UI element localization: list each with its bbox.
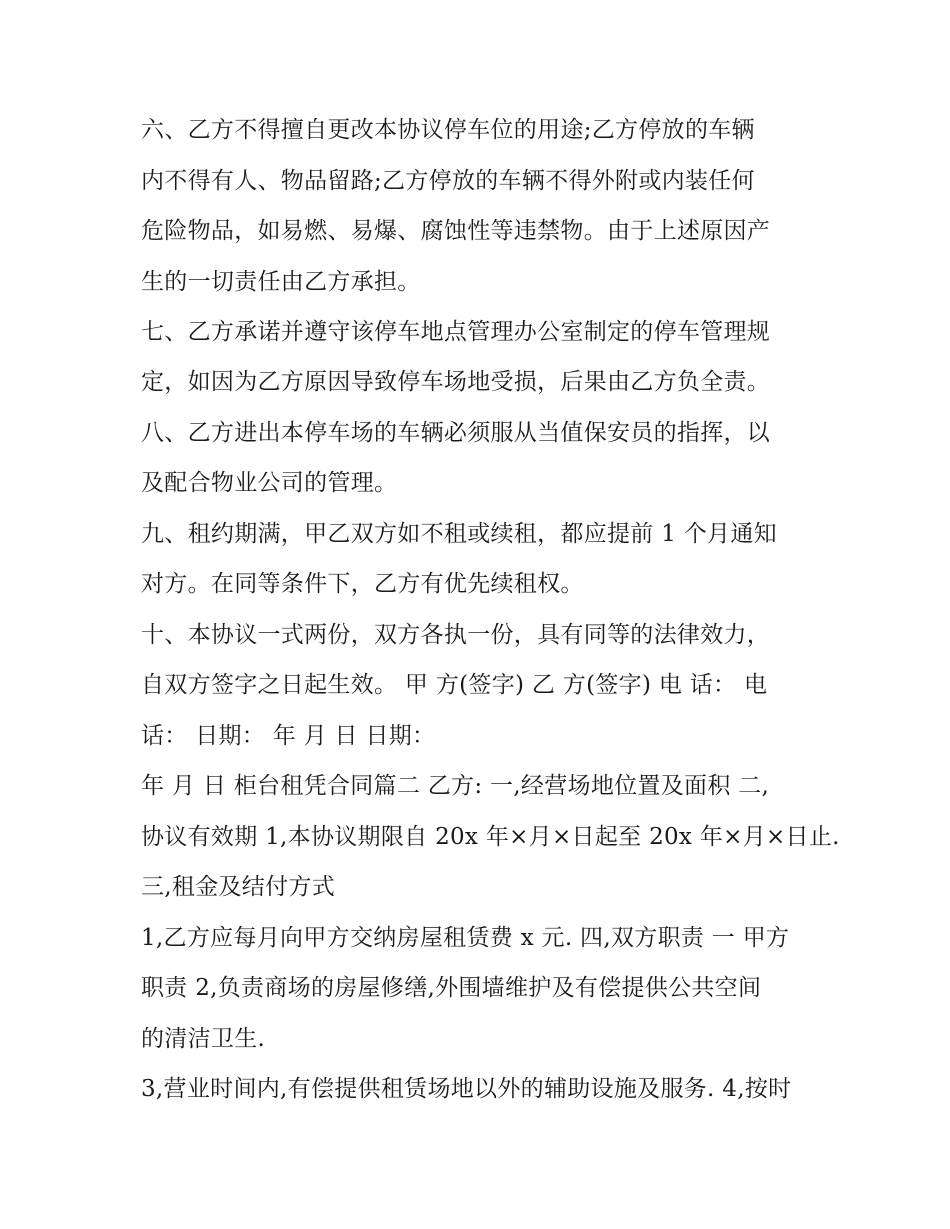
text-line: 1,乙方应每月向甲方交纳房屋租赁费 x 元. 四,双方职责 一 甲方 [141, 925, 790, 951]
text-line: 九、租约期满，甲乙双方如不租或续租，都应提前 1 个月通知 [141, 521, 777, 547]
text-line: 3,营业时间内,有偿提供租赁场地以外的辅助设施及服务. 4,按时 [141, 1076, 792, 1102]
text-line: 七、乙方承诺并遵守该停车地点管理办公室制定的停车管理规 [141, 319, 771, 345]
text-line: 话： 日期： 年 月 日 日期： [141, 723, 436, 749]
text-line: 内不得有人、物品留路;乙方停放的车辆不得外附或内装任何 [141, 168, 755, 194]
text-line: 生的一切责任由乙方承担。 [141, 269, 421, 295]
text-line: 协议有效期 1,本协议期限自 20x 年×月×日起至 20x 年×月×日止. [141, 824, 840, 850]
text-line: 十、本协议一式两份，双方各执一份，具有同等的法律效力， [141, 622, 771, 648]
text-line: 自双方签字之日起生效。 甲 方(签字) 乙 方(签字) 电 话： 电 [141, 672, 768, 698]
text-line: 危险物品，如易燃、易爆、腐蚀性等违禁物。由于上述原因产 [141, 218, 771, 244]
text-line: 的清洁卫生. [141, 1026, 266, 1052]
text-line: 及配合物业公司的管理。 [141, 470, 398, 496]
text-line: 职责 2,负责商场的房屋修缮,外围墙维护及有偿提供公共空间 [141, 975, 762, 1001]
text-line: 八、乙方进出本停车场的车辆必须服从当值保安员的指挥，以 [141, 420, 771, 446]
text-line: 年 月 日 柜台租凭合同篇二 乙方: 一,经营场地位置及面积 二, [141, 773, 770, 799]
text-line: 对方。在同等条件下，乙方有优先续租权。 [141, 571, 584, 597]
text-line: 六、乙方不得擅自更改本协议停车位的用途;乙方停放的车辆 [141, 117, 755, 143]
text-line: 三,租金及结付方式 [141, 874, 336, 900]
text-line: 定，如因为乙方原因导致停车场地受损，后果由乙方负全责。 [141, 369, 771, 395]
